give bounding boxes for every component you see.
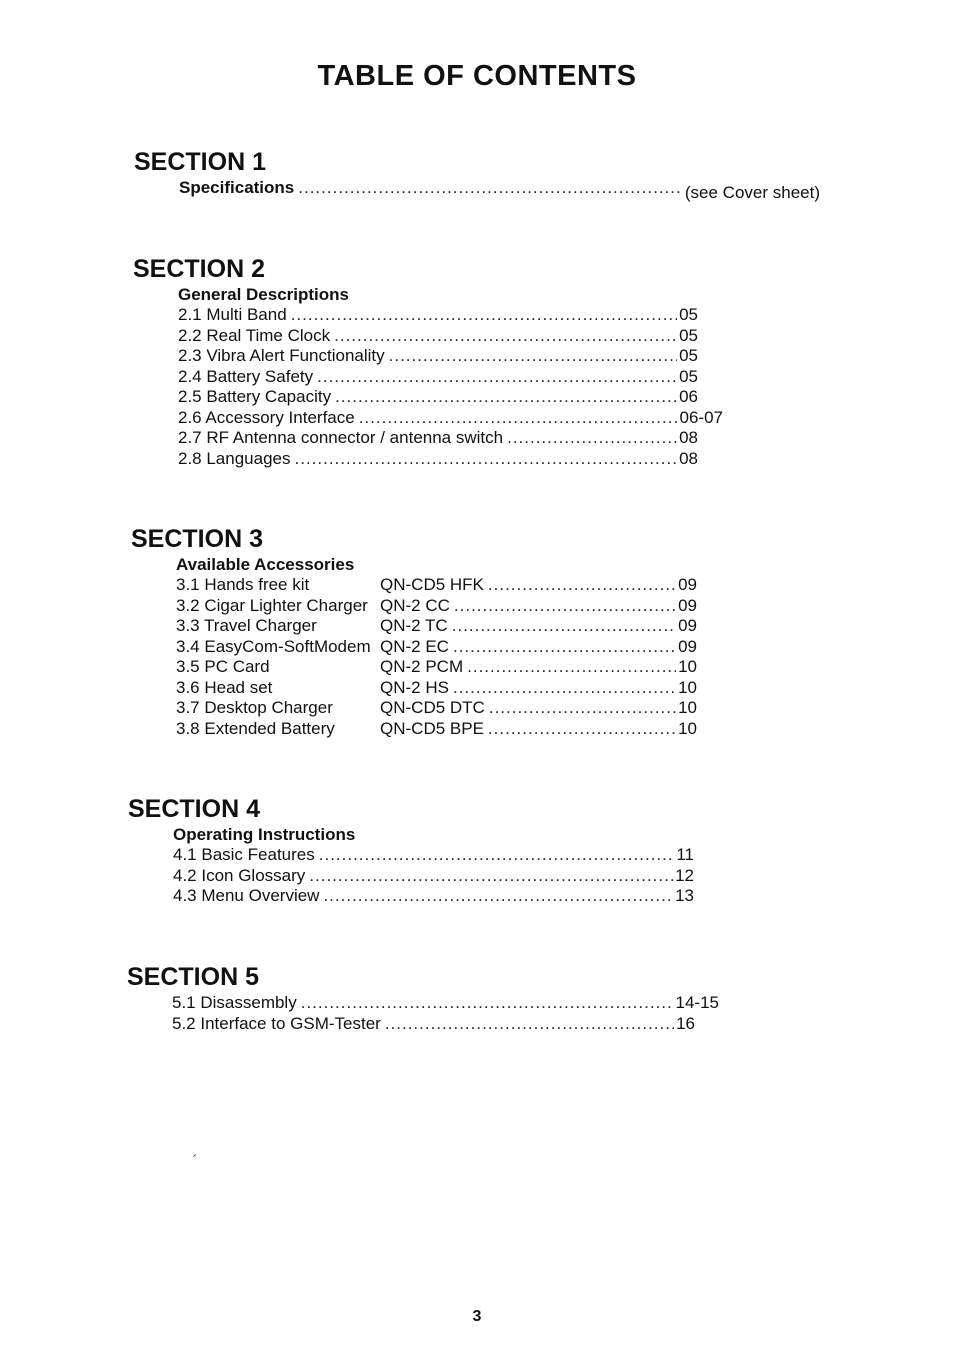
entry-page: 08	[679, 428, 698, 447]
toc-entry	[176, 719, 697, 740]
entry-label: 3.4 EasyCom-SoftModem	[176, 636, 371, 656]
dot-leader	[335, 387, 677, 408]
dot-leader	[334, 326, 677, 347]
entry-model-code: QN-2 HS	[380, 677, 449, 697]
entry-page: 10	[678, 718, 697, 738]
dot-leader	[301, 993, 674, 1014]
dot-leader	[453, 637, 676, 658]
toc-entry	[176, 698, 697, 719]
entry-page: 05	[679, 305, 698, 324]
entry-label: 5.1 Disassembly	[172, 993, 297, 1012]
toc-entry	[173, 845, 694, 866]
dot-leader	[389, 346, 677, 367]
dot-leader	[385, 1014, 674, 1035]
entry-label: 2.8 Languages	[178, 448, 291, 468]
entry-page: 12	[675, 865, 694, 885]
page-number: 3	[472, 1308, 482, 1325]
entry-model-code: QN-2 EC	[380, 636, 449, 656]
toc-entry	[172, 1014, 695, 1035]
entry-model-code: QN-CD5 BPE	[380, 718, 484, 738]
entry-label: 3.6 Head set	[176, 677, 273, 697]
toc-entry	[176, 657, 697, 678]
toc-entry	[176, 637, 697, 658]
section-heading: SECTION 1	[134, 148, 266, 176]
dot-leader	[489, 698, 676, 719]
entry-label: 3.5 PC Card	[176, 657, 270, 676]
entry-label: 4.3 Menu Overview	[173, 886, 320, 905]
section-2	[133, 254, 723, 469]
entry-page: 09	[678, 575, 697, 594]
entry-label: 3.3 Travel Charger	[176, 616, 317, 635]
entry-page: 09	[678, 616, 697, 635]
section-subheading: Operating Instructions	[173, 825, 356, 844]
dot-leader	[319, 845, 675, 866]
toc-entry	[173, 866, 694, 887]
entry-page: 06	[679, 387, 698, 406]
dot-leader	[323, 886, 673, 907]
entry-page: 10	[678, 677, 697, 697]
section-subheading: General Descriptions	[178, 285, 350, 304]
toc-entry	[178, 408, 723, 429]
entry-label: 2.7 RF Antenna connector / antenna switch	[178, 428, 504, 447]
dot-leader	[291, 305, 677, 326]
section-heading: SECTION 4	[128, 795, 260, 823]
entry-page: 05	[679, 346, 698, 365]
entry-page: 05	[679, 325, 698, 345]
dot-leader	[359, 408, 678, 429]
toc-entry	[176, 616, 697, 637]
entry-label: 2.4 Battery Safety	[178, 366, 314, 386]
entry-model-code: QN-2 CC	[380, 595, 450, 615]
entry-label: 3.7 Desktop Charger	[176, 698, 333, 717]
toc-entry	[178, 387, 698, 408]
section-heading: SECTION 5	[127, 963, 259, 991]
toc-entry	[178, 367, 698, 388]
entry-label: 4.1 Basic Features	[173, 845, 315, 864]
toc-entry	[178, 326, 698, 347]
toc-entry	[178, 449, 698, 470]
toc-entry	[178, 305, 698, 326]
section-3	[131, 524, 697, 739]
entry-label: 2.6 Accessory Interface	[178, 407, 355, 427]
toc-entry	[172, 993, 719, 1014]
dot-leader	[507, 428, 677, 449]
toc-entry	[176, 678, 697, 699]
entry-model-code: QN-CD5 HFK	[380, 575, 484, 594]
dot-leader	[488, 575, 676, 596]
entry-page: 06-07	[679, 407, 723, 427]
entry-label: 3.1 Hands free kit	[176, 575, 310, 594]
entry-label: Specifications	[179, 178, 295, 197]
entry-label: 4.2 Icon Glossary	[173, 865, 306, 885]
entry-page: (see Cover sheet)	[684, 183, 820, 202]
toc-entry	[178, 428, 698, 449]
toc-entry	[176, 596, 697, 617]
entry-model-code: QN-2 TC	[380, 616, 448, 635]
entry-label: 2.2 Real Time Clock	[178, 325, 331, 345]
dot-leader	[298, 178, 683, 199]
dot-leader	[467, 657, 676, 678]
dot-leader	[295, 449, 678, 470]
entry-page: 14-15	[675, 993, 719, 1012]
toc-entry	[178, 346, 698, 367]
entry-label: 3.8 Extended Battery	[176, 718, 335, 738]
dot-leader	[454, 596, 676, 617]
entry-page: 08	[679, 448, 698, 468]
toc-entry	[176, 575, 697, 596]
entry-label: 2.1 Multi Band	[178, 305, 287, 324]
toc-entry	[173, 886, 694, 907]
dot-leader	[488, 719, 676, 740]
section-5	[127, 962, 719, 1034]
entry-page: 05	[679, 366, 698, 386]
section-heading: SECTION 2	[133, 255, 265, 283]
section-4	[128, 794, 694, 907]
entry-model-code: QN-2 PCM	[380, 657, 464, 676]
entry-page: 09	[678, 595, 697, 615]
section-subheading: Available Accessories	[176, 555, 355, 574]
entry-page: 09	[678, 636, 697, 656]
scan-speck	[193, 1154, 196, 1157]
dot-leader	[453, 678, 676, 699]
toc-entry-specifications	[179, 178, 820, 202]
entry-page: 13	[675, 886, 694, 905]
entry-page: 11	[676, 845, 694, 864]
entry-label: 5.2 Interface to GSM-Tester	[172, 1013, 381, 1033]
section-heading: SECTION 3	[131, 525, 263, 553]
dot-leader	[452, 616, 676, 637]
entry-page: 16	[676, 1013, 695, 1033]
entry-model-code: QN-CD5 DTC	[380, 698, 485, 717]
entry-page: 10	[678, 698, 697, 717]
page-title: TABLE OF CONTENTS	[317, 60, 637, 92]
dot-leader	[317, 367, 677, 388]
section-1	[134, 147, 820, 202]
entry-label: 2.5 Battery Capacity	[178, 387, 332, 406]
entry-label: 2.3 Vibra Alert Functionality	[178, 346, 385, 365]
dot-leader	[309, 866, 673, 887]
entry-label: 3.2 Cigar Lighter Charger	[176, 595, 368, 615]
entry-page: 10	[678, 657, 697, 676]
